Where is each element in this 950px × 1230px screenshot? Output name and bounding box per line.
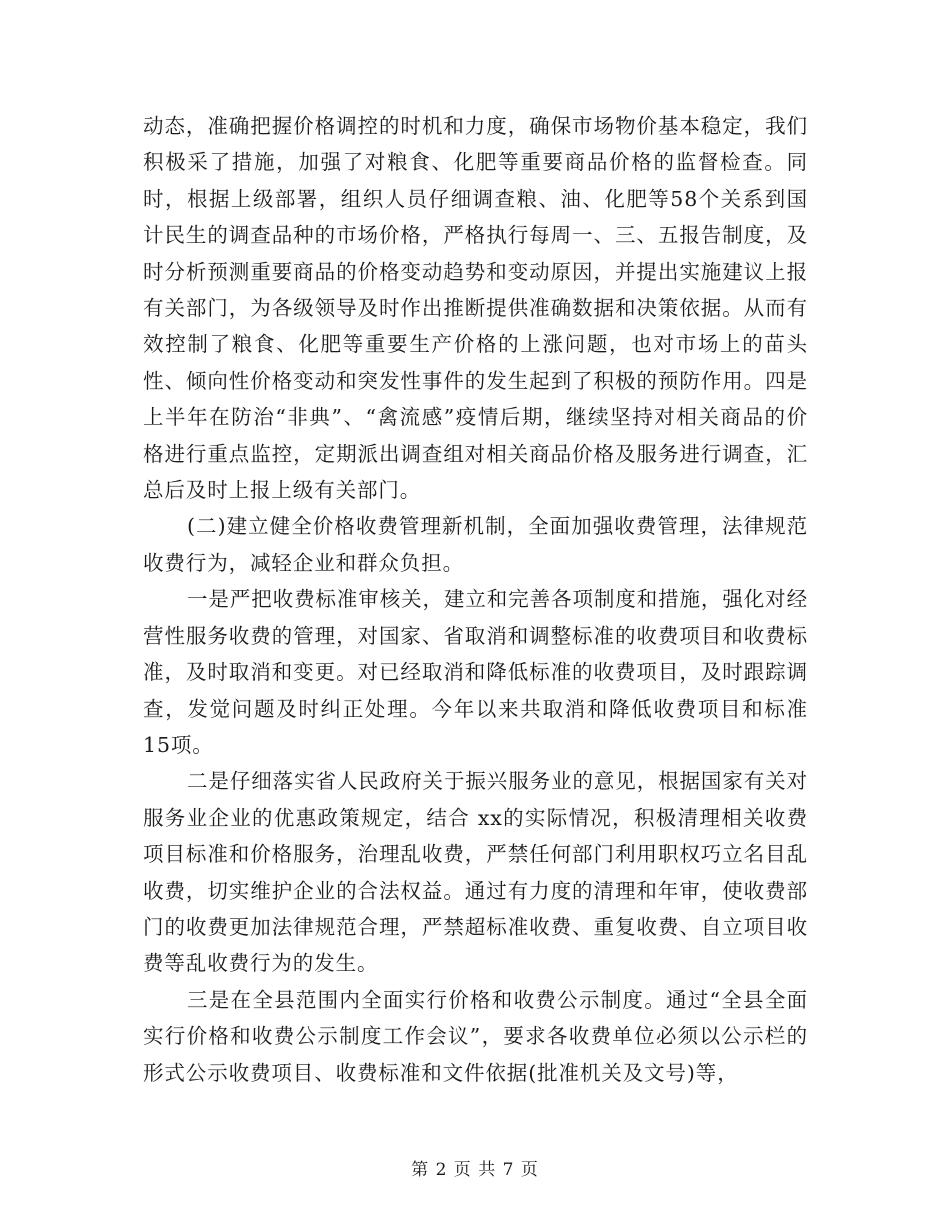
paragraph-fee-standard-review: 一是严把收费标准审核关，建立和完善各项制度和措施，强化对经营性服务收费的管理，对国家、省取消和调整标准的收费项目和收费标准，及时取消和变更。对已经取消和降低标准的收费项目，及时跟踪调查，发觉问题及时纠正处理。今年以来共取消和降低收费项目和标准15项。 [143, 587, 808, 757]
page-number-footer: 第 2 页 共 7 页 [411, 1160, 539, 1180]
paragraph-service-industry-policy: 二是仔细落实省人民政府关于振兴服务业的意见，根据国家有关对服务业企业的优惠政策规定，结合 xx的实际情况，积极清理相关收费项目标准和价格服务，治理乱收费，严禁任何部门利用职权巧立名目乱收费，切实维护企业的合法权益。通过有力度的清理和年审，使收费部门的收费更加法律规范合理，严禁超标准收费、重复收费、自立项目收费等乱收费行为的发生。 [143, 769, 808, 976]
paragraph-section-heading-fee-management: (二)建立健全价格收费管理新机制，全面加强收费管理，法律规范收费行为，减轻企业和群众负担。 [143, 514, 808, 575]
paragraph-price-monitoring: 动态，准确把握价格调控的时机和力度，确保市场物价基本稳定，我们积极采了措施，加强了对粮食、化肥等重要商品价格的监督检查。同时，根据上级部署，组织人员仔细调查粮、油、化肥等58个关系到国计民生的调查品种的市场价格，严格执行每周一、三、五报告制度，及时分析预测重要商品的价格变动趋势和变动原因，并提出实施建议上报有关部门，为各级领导及时作出推断提供准确数据和决策依据。从而有效控制了粮食、化肥等重要生产价格的上涨问题，也对市场上的苗头性、倾向性价格变动和突发性事件的发生起到了积极的预防作用。四是上半年在防治“非典”、“禽流感”疫情后期，继续坚持对相关商品的价格进行重点监控，定期派出调查组对相关商品价格及服务进行调查，汇总后及时上报上级有关部门。 [143, 114, 808, 503]
paragraph-fee-publicity-system: 三是在全县范围内全面实行价格和收费公示制度。通过“全县全面实行价格和收费公示制度工作会议”，要求各收费单位必须以公示栏的形式公示收费项目、收费标准和文件依据(批准机关及文号)等， [143, 987, 808, 1085]
document-body [143, 108, 808, 1091]
